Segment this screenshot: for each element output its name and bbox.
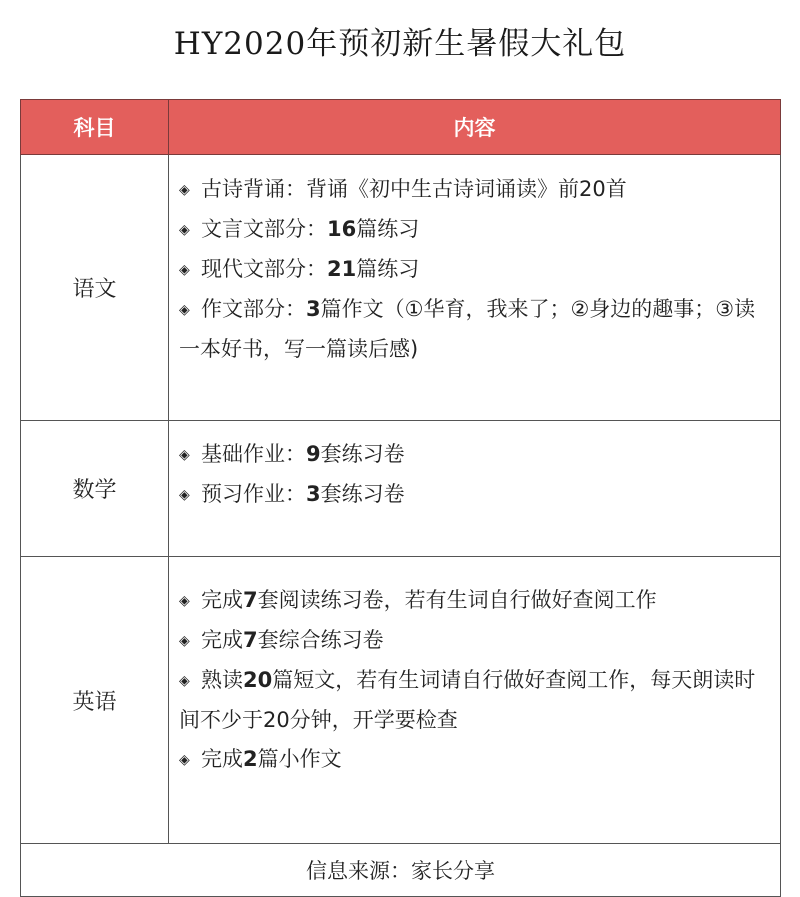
content-yuwen (169, 155, 781, 421)
list-item: ◈ 完成7套综合练习卷 (179, 621, 770, 661)
summer-package-table (20, 99, 781, 897)
diamond-bullet-icon: ◈ (179, 487, 190, 503)
diamond-bullet-icon: ◈ (179, 593, 190, 609)
list-item: ◈ 古诗背诵：背诵《初中生古诗词诵读》前20首 (179, 170, 770, 210)
diamond-bullet-icon: ◈ (179, 262, 190, 278)
diamond-bullet-icon: ◈ (179, 222, 190, 238)
list-item: ◈ 预习作业：3套练习卷 (179, 475, 770, 515)
table-row-yuwen (21, 155, 781, 421)
diamond-bullet-icon: ◈ (179, 633, 190, 649)
diamond-bullet-icon: ◈ (179, 752, 190, 768)
content-yingyu (169, 557, 781, 844)
subject-shuxue: 数学 (21, 421, 169, 557)
list-item: ◈ 现代文部分：21篇练习 (179, 250, 770, 290)
diamond-bullet-icon: ◈ (179, 182, 190, 198)
diamond-bullet-icon: ◈ (179, 673, 190, 689)
diamond-bullet-icon: ◈ (179, 447, 190, 463)
source-note: 信息来源：家长分享 (21, 844, 781, 897)
subject-yingyu: 英语 (21, 557, 169, 844)
diamond-bullet-icon: ◈ (179, 302, 190, 318)
list-item: ◈ 作文部分：3篇作文（①华育，我来了；②身边的趣事；③读一本好书，写一篇读后感) (179, 290, 770, 369)
list-item: ◈ 完成7套阅读练习卷，若有生词自行做好查阅工作 (179, 581, 770, 621)
header-subject: 科目 (21, 100, 169, 155)
table-row-yingyu (21, 557, 781, 844)
list-item: ◈ 文言文部分：16篇练习 (179, 210, 770, 250)
header-content: 内容 (169, 100, 781, 155)
list-item: ◈ 基础作业：9套练习卷 (179, 435, 770, 475)
page-title: HY2020年预初新生暑假大礼包 (173, 26, 627, 62)
table-row-shuxue (21, 421, 781, 557)
list-item: ◈ 完成2篇小作文 (179, 740, 770, 780)
table-footer-row (21, 844, 781, 897)
table-header-row (21, 100, 781, 155)
subject-yuwen: 语文 (21, 155, 169, 421)
content-shuxue (169, 421, 781, 557)
list-item: ◈ 熟读20篇短文，若有生词请自行做好查阅工作，每天朗读时间不少于20分钟，开学要检查 (179, 661, 770, 740)
